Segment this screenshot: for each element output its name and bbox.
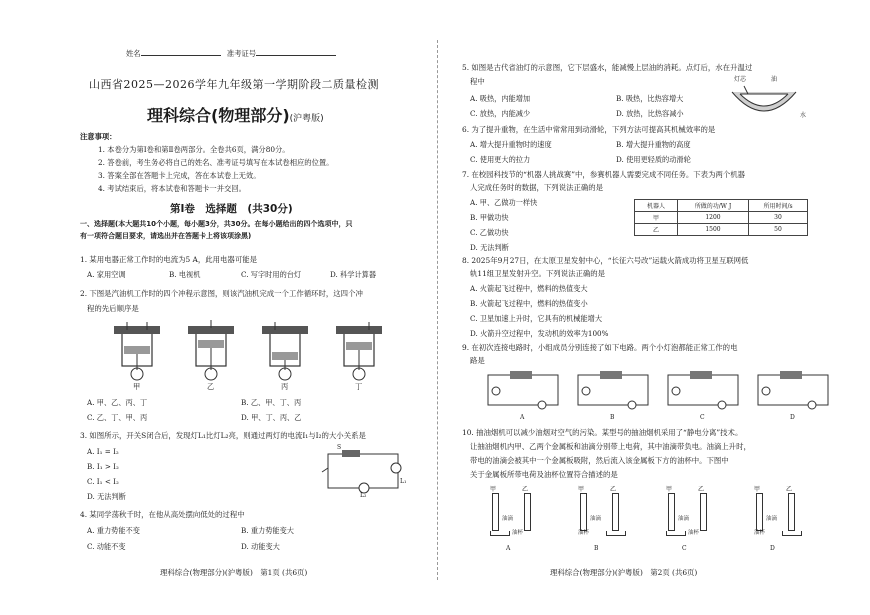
q5-option-b: B. 吸热，比热容增大 xyxy=(616,94,684,103)
table-cell: 乙 xyxy=(635,224,678,236)
q9-figure-label: B xyxy=(610,414,615,421)
q2-option-a: A. 甲、乙、丙、丁 xyxy=(87,398,148,407)
notice-item: 3. 答案全部在答题卡上完成，答在本试卷上无效。 xyxy=(98,171,261,180)
q8-option-a: A. 火箭起飞过程中，燃料的热值变大 xyxy=(470,284,588,293)
notice-item: 4. 考试结束后，将本试卷和答题卡一并交回。 xyxy=(98,184,246,193)
name-label: 姓名 xyxy=(126,49,141,58)
plate-label: 甲 xyxy=(666,486,673,493)
circuit-b xyxy=(578,371,648,409)
name-line xyxy=(141,48,221,56)
q9-circuits-figure xyxy=(482,367,838,413)
q2-figure-label: 甲 xyxy=(133,382,141,391)
q5-figure-label: 油 xyxy=(771,76,778,83)
q3-figure-label: L₁ xyxy=(400,478,407,485)
name-row xyxy=(126,48,336,58)
q3-figure-label: L₂ xyxy=(360,492,367,499)
plate-label: 甲 xyxy=(754,486,761,493)
q3-option-c: C. I₁ < I₂ xyxy=(87,477,119,486)
q4-option-b: B. 重力势能变大 xyxy=(241,526,294,535)
q7-stem: 7. 在校园科技节的“机器人挑战赛”中，参赛机器人需要完成不同任务。下表为两个机器 xyxy=(462,170,746,179)
plate-label: 乙 xyxy=(610,486,617,493)
footer-left: 理科综合(物理部分)(沪粤版) 第1页 (共6页) xyxy=(160,568,308,577)
table-header-cell: 机器人 xyxy=(635,200,678,212)
q8-option-c: C. 卫星加速上升时，它具有的机械能增大 xyxy=(470,314,603,323)
engine-figure-yi xyxy=(188,320,234,380)
q2-option-b: B. 乙、甲、丁、丙 xyxy=(241,398,302,407)
q3-figure-label: S xyxy=(337,444,342,451)
q8-option-b: B. 火箭起飞过程中，燃料的热值变小 xyxy=(470,299,588,308)
q7-option-d: D. 无法判断 xyxy=(470,243,509,252)
exam-no-label: 准考证号 xyxy=(226,49,257,58)
table-cell: 30 xyxy=(749,212,808,224)
q10-figure-label: B xyxy=(594,545,599,552)
notice-title: 注意事项： xyxy=(80,132,117,141)
q9-stem: 路是 xyxy=(470,356,485,365)
oil-drop-label: 油滴 xyxy=(766,516,778,522)
engine-figure-ding xyxy=(336,322,382,380)
section-instruction: 有一项符合题目要求，请选出并在答题卡上将该项涂黑) xyxy=(80,232,252,240)
table-row xyxy=(635,224,808,236)
table-cell: 1500 xyxy=(678,224,749,236)
table-cell: 1200 xyxy=(678,212,749,224)
q1-option-c: C. 写字时用的台灯 xyxy=(241,270,302,279)
exam-title: 山西省2025—2026学年九年级第一学期阶段二质量检测 xyxy=(89,78,379,91)
q8-option-d: D. 火箭升空过程中，发动机的效率为100% xyxy=(470,329,609,338)
q2-stem: 2. 下图是汽油机工作时的四个冲程示意图，则该汽油机完成一个工作循环时，这四个冲 xyxy=(80,289,363,298)
q2-option-c: C. 乙、丁、甲、丙 xyxy=(87,413,148,422)
robot-data-table xyxy=(634,199,808,236)
q7-stem: 人完成任务时的数据，下列说法正确的是 xyxy=(470,183,604,192)
edition-label: (沪粤版) xyxy=(289,114,324,124)
q2-figure-label: 乙 xyxy=(207,382,215,391)
q2-figure-label: 丁 xyxy=(355,382,363,391)
table-cell: 甲 xyxy=(635,212,678,224)
q10-figure-label: D xyxy=(770,545,775,552)
q10-figure-c xyxy=(658,484,718,544)
q1-option-d: D. 科学计算器 xyxy=(330,270,377,279)
q10-figures xyxy=(482,484,832,544)
q4-stem: 4. 某同学荡秋千时，在他从高处摆向低处的过程中 xyxy=(80,510,245,519)
q8-stem: 8. 2025年9月27日，在太原卫星发射中心，“长征六号改”运载火箭成功将卫星互联网低 xyxy=(462,256,749,265)
oil-lamp-figure xyxy=(728,84,800,124)
q7-option-a: A. 甲、乙做功一样快 xyxy=(470,198,538,207)
q6-option-c: C. 使用更大的拉力 xyxy=(470,155,531,164)
q3-option-a: A. I₁ = I₂ xyxy=(87,447,119,456)
q6-option-b: B. 增大提升重物的高度 xyxy=(616,140,691,149)
table-header-cell: 所用时间/s xyxy=(749,200,808,212)
notice-item: 2. 答卷前，考生务必将自己的姓名、准考证号填写在本试卷相应的位置。 xyxy=(98,158,334,167)
subject-name: 理科综合(物理部分) xyxy=(147,106,290,125)
q10-figure-label: C xyxy=(682,545,687,552)
plate-label: 乙 xyxy=(698,486,705,493)
exam-no-line xyxy=(256,48,336,56)
table-header-row xyxy=(635,200,808,212)
oil-cup-label: 油杯 xyxy=(512,530,524,536)
q4-option-c: C. 动能不变 xyxy=(87,542,126,551)
circuit-a xyxy=(488,371,558,409)
table-cell: 50 xyxy=(749,224,808,236)
q3-stem: 3. 如图所示，开关S闭合后，发现灯L₁比灯L₂亮，则通过两灯的电流I₁与I₂的大小关系是 xyxy=(80,431,366,440)
q5-option-c: C. 放热，内能减少 xyxy=(470,109,531,118)
q3-circuit-figure xyxy=(318,448,418,498)
notice-item: 1. 本卷分为第Ⅰ卷和第Ⅱ卷两部分。全卷共6页，满分80分。 xyxy=(98,145,290,154)
oil-cup-label: 油杯 xyxy=(754,530,766,536)
engine-figure-jia xyxy=(114,322,160,380)
q8-stem: 轨11组卫星发射升空。下列说法正确的是 xyxy=(470,269,606,278)
q9-figure-label: A xyxy=(520,414,525,421)
plate-label: 乙 xyxy=(786,486,793,493)
q10-stem: 带电的油滴会被其中一个金属板吸附，然后流入该金属板下方的油杯中。下图中 xyxy=(470,456,729,465)
q5-option-d: D. 放热，比热容减小 xyxy=(616,109,684,118)
section-title: 第Ⅰ卷 选择题 (共30分) xyxy=(170,203,293,215)
q9-stem: 9. 在初次连接电路时，小组成员分别连接了如下电路。两个小灯泡都能正常工作的电 xyxy=(462,343,738,352)
circuit-d xyxy=(758,371,828,409)
q2-option-d: D. 甲、丁、丙、乙 xyxy=(241,413,302,422)
q5-stem: 程中 xyxy=(470,77,485,86)
q4-option-a: A. 重力势能不变 xyxy=(87,526,140,535)
q6-stem: 6. 为了提升重物，在生活中常常用到动滑轮，下列方法可提高其机械效率的是 xyxy=(462,125,716,134)
q10-stem: 关于金属板所带电荷及油杯位置符合描述的是 xyxy=(470,470,618,479)
plate-label: 乙 xyxy=(522,486,529,493)
oil-cup-label: 油杯 xyxy=(688,530,700,536)
circuit-c xyxy=(668,371,738,409)
page-divider xyxy=(437,40,438,580)
section-instruction: 一、选择题(本大题共10个小题，每小题3分，共30分。在每小题给出的四个选项中，只 xyxy=(80,220,353,228)
q10-stem: 让抽油烟机内甲、乙两个金属板和油滴分别带上电荷，其中油滴带负电。油滴上升时， xyxy=(470,442,751,451)
q2-figure-label: 丙 xyxy=(281,382,289,391)
subject-title xyxy=(147,103,324,126)
q5-option-a: A. 吸热，内能增加 xyxy=(470,94,531,103)
q1-option-a: A. 家用空调 xyxy=(87,270,126,279)
q10-figure-b xyxy=(570,484,630,544)
q6-option-d: D. 使用更轻质的动滑轮 xyxy=(616,155,691,164)
engine-strokes-figure xyxy=(100,318,400,390)
q10-figure-a xyxy=(482,484,542,544)
q7-option-c: C. 乙做功快 xyxy=(470,228,509,237)
q4-option-d: D. 动能变大 xyxy=(241,542,280,551)
oil-drop-label: 油滴 xyxy=(678,516,690,522)
footer-right: 理科综合(物理部分)(沪粤版) 第2页 (共6页) xyxy=(550,568,698,577)
q10-figure-label: A xyxy=(506,545,511,552)
page-right xyxy=(440,0,870,615)
q6-option-a: A. 增大提升重物时的速度 xyxy=(470,140,552,149)
q3-option-d: D. 无法判断 xyxy=(87,492,126,501)
q1-option-b: B. 电视机 xyxy=(169,270,201,279)
q1-stem: 1. 某用电器正常工作时的电流为5 A，此用电器可能是 xyxy=(80,255,257,264)
table-header-cell: 所做的功/W J xyxy=(678,200,749,212)
q2-stem: 程的先后顺序是 xyxy=(87,304,139,313)
plate-label: 甲 xyxy=(490,486,497,493)
oil-drop-label: 油滴 xyxy=(502,516,514,522)
oil-cup-label: 油杯 xyxy=(578,530,590,536)
q10-stem: 10. 抽油烟机可以减少油烟对空气的污染。某型号的抽油烟机采用了“静电分离”技术。 xyxy=(462,428,743,437)
q10-figure-d xyxy=(746,484,806,544)
q9-figure-label: C xyxy=(700,414,705,421)
oil-drop-label: 油滴 xyxy=(590,516,602,522)
q3-option-b: B. I₁ > I₂ xyxy=(87,462,119,471)
q9-figure-label: D xyxy=(790,414,795,421)
q5-figure-label: 水 xyxy=(800,112,807,119)
table-row xyxy=(635,212,808,224)
plate-label: 甲 xyxy=(578,486,585,493)
q7-option-b: B. 甲做功快 xyxy=(470,213,509,222)
q5-stem: 5. 如图是古代省油灯的示意图，它下层盛水，能减慢上层油的消耗。点灯后，水在升温过 xyxy=(462,63,753,72)
engine-figure-bing xyxy=(262,322,308,380)
q5-figure-label: 灯芯 xyxy=(734,76,747,83)
